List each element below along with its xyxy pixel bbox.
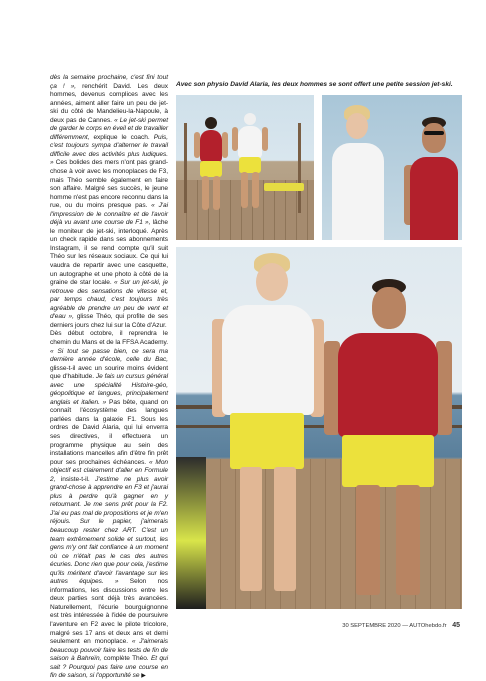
quote-segment: « Le jet-ski permet de garder le corps en éveil et de travailler différemment, — [50, 116, 168, 141]
photo-walking-pier — [176, 247, 462, 609]
quote-segment: « Sur un jet-ski, je retrouve des sensations de vitesse et, par temps chaud, c'est toujours très agréable de prendre un peu de vent et d'eau », — [50, 279, 168, 321]
text-segment: insiste-t-il. — [60, 475, 96, 483]
quote-segment: Puis, c'est toujours sympa d'alterner le travail difficile avec des activités plus ludiques. » — [50, 133, 168, 167]
quote-segment: dès la semaine prochaine, c'est fini tout ça ! », — [50, 74, 168, 90]
photo-portrait — [322, 95, 462, 240]
quote-segment: J'estime ne plus avoir grand-chose à apprendre en F3 et j'aurai plus à perdre qu'à gagner en y retournant. Je me sens prêt pour la F2. J'ai eu pas mal de propositions et je m'en réjouis. Sur le papier, j'aimerais beaucoup rester chez ART. C'est un team extrêmement solide et surtout, les gens m'y ont fait confiance à un moment où ce n'était pas le cas des autres écuries. Donc rien que pour cela, j'estime qu'ils méritent d'avoir l'avantage sur les autres équipes. » — [50, 475, 168, 586]
text-segment: glisse-t-il avec un sourire moins évident que d'habitude. — [50, 364, 168, 381]
photo-pier-standing — [176, 95, 314, 240]
text-segment: Ces bolides des mers n'ont pas grand-chose à voir avec les monoplaces de F3, mais Théo semble également en faire son affaire. Malgré ses succès, le jeune homme n'est pas encore reconnu dans la rue, ou du moins presque pas. — [50, 159, 168, 210]
jet-ski — [264, 183, 304, 191]
quote-segment: Je fais un cursus général avec une spécialité Histoire-géo, géopolitique et langues, principalement anglais et italien. » — [50, 373, 168, 406]
text-segment: complète Théo. — [103, 655, 151, 663]
text-segment: lâche le moniteur de jet-ski, interloqué. Après un check rapide dans ses abonnements Instagram, il se rend compte qu'il suit Théo sur les réseaux sociaux. Ce qui lui vaudra de repartir avec une casquette, un autographe et une photo à côté de la graine de star locale. — [50, 219, 168, 287]
article-text-column — [50, 74, 168, 681]
text-segment: Pas bête, quand on connaît l'écosystème des langues parlées dans la galaxie F1. Sous les ordres de David Alaria, qui lui enverra ses directives, il effectuera un programme physique au sein des installations mancelles afin d'être fin prêt pour ses prochaines échéances. — [50, 398, 169, 466]
publication-name: AUTOhebdo.fr — [409, 623, 447, 629]
article-paragraph — [50, 74, 168, 330]
issue-date: 30 SEPTEMBRE 2020 — [342, 623, 401, 629]
text-segment: glisse Théo, qui profite de ses derniers jours chez lui sur la Côte d'Azur. — [50, 313, 168, 329]
quote-segment: « Mon objectif est clairement d'aller en Formule 2, — [50, 458, 169, 483]
jet-ski-gear — [176, 457, 206, 609]
quote-segment: « J'aimerais beaucoup pouvoir faire les tests de fin de saison à Bahreïn, — [50, 638, 169, 663]
continue-arrow-icon: ▶ — [141, 673, 146, 680]
sunglasses-icon — [424, 131, 444, 135]
page-number: 45 — [452, 622, 460, 629]
page-footer — [0, 622, 460, 629]
pier-post — [184, 123, 187, 213]
text-segment: Selon nos informations, les discussions entre les deux parties sont déjà très avancées. Naturellement, l'écurie bourguignonne est très intéressée à l'idée de poursuivre l'aventure en F2 avec le pilote tricolore, malgré ses 17 ans et deux ans et demi seulement en monoplace. — [50, 578, 168, 646]
text-segment: explique le coach. — [93, 133, 154, 141]
quote-segment: Et qui sait ? Pourquoi pas faire une course en fin de saison, si l'opportunité se — [50, 655, 168, 680]
photo-caption: Avec son physio David Alaria, les deux hommes se sont offert une petite session jet-ski. — [176, 81, 453, 88]
quote-segment: « J'ai l'impression de le connaître et de l'avoir déjà vu avant une course de F1 », — [50, 202, 169, 227]
text-segment: Dès début octobre, il reprendra le chemin du Mans et de la FFSA Academy. — [50, 330, 168, 346]
quote-segment: « Si tout se passe bien, ce sera ma dernière année d'école, celle du Bac, — [50, 347, 168, 364]
text-segment: renchérit David. Les deux hommes, devenus complices avec les années, aiment aller faire un peu de jet-ski du côté de Mandelieu-la-Napoule, à deux pas de Cannes. — [50, 82, 168, 124]
footer-separator: — — [402, 623, 408, 629]
pier-post — [298, 123, 301, 213]
